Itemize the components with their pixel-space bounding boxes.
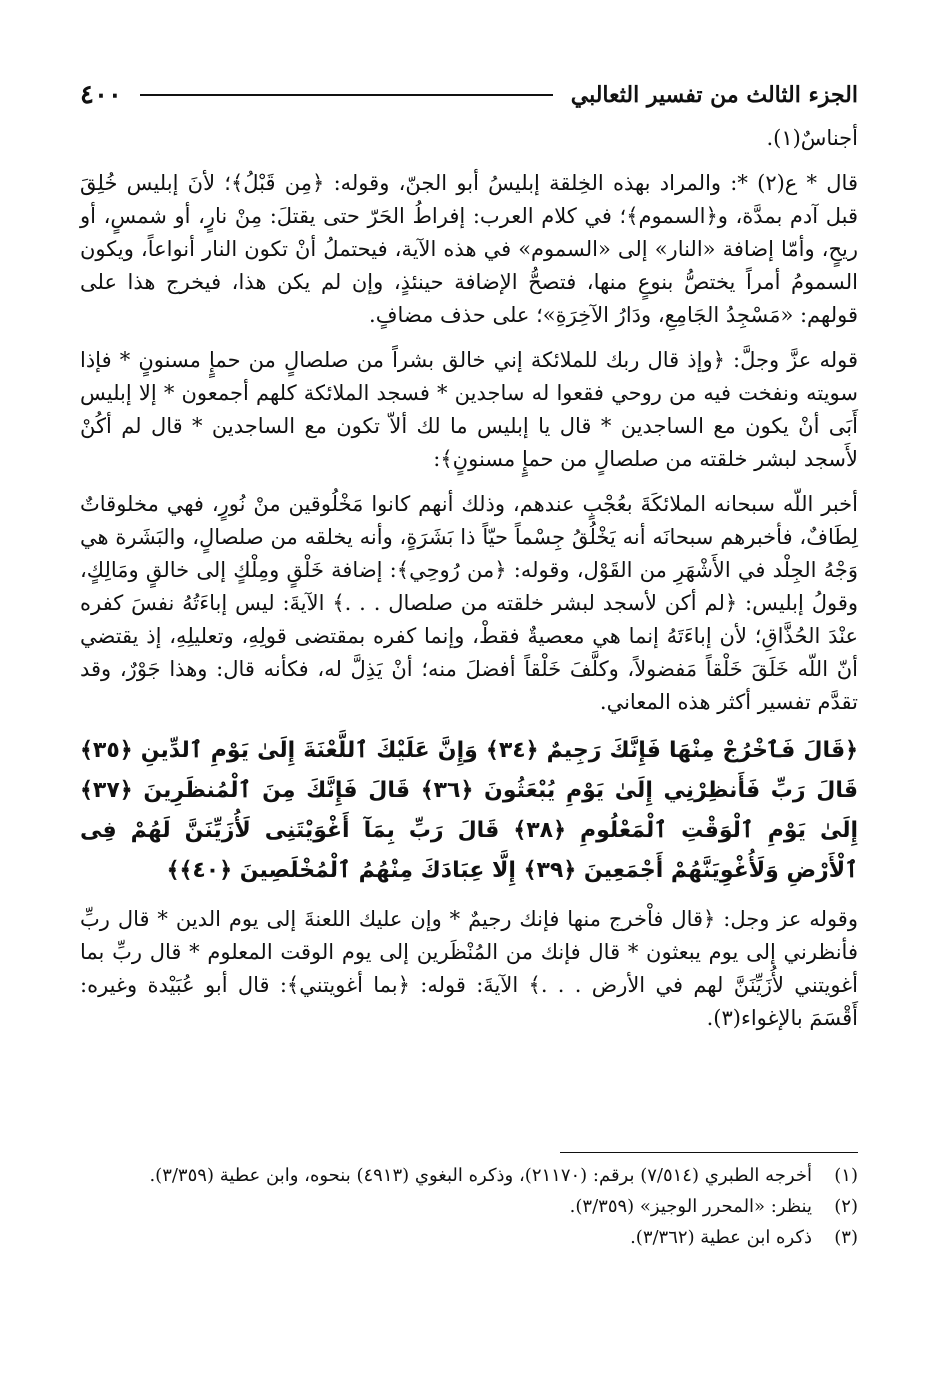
footnote: [80, 1222, 858, 1253]
footnote: [80, 1191, 858, 1222]
footnote-text: ذكره ابن عطية (٣/٣٦٢).: [630, 1227, 812, 1248]
paragraph: أخبر اللّه سبحانه الملائكَةَ بعُجْبٍ عندهم، وذلك أنهم كانوا مَخْلُوقين منْ نُورٍ، فهي مخلوقاتٌ لِطَافٌ، فأخبرهم سبحانَه أنه يَخْلُقُ جِسْماً حيّاً ذا بَشَرَةٍ، وأنه يخلقه من صلصالٍ، والبَشَرة هي وَجْهُ الجِلْد في الأَشْهَرِ من القَوْل، وقوله: ﴿من رُوحِي﴾: إضافة خَلْقٍ ومِلْكٍ إلى خالقٍ ومَالِكٍ، وقولُ إبليس: ﴿لم أكن لأسجد لبشر خلقته من صلصال . . .﴾ الآيةَ: ليس إباءَتُهُ نفسَ كفره عنْدَ الحُذَّاقِ؛ لأن إباءَتَهُ إنما هي معصيةٌ فقطْ، وإنما كفره بمقتضى قولِهِ، وتعليلِهِ، إذ يقتضي أنّ اللّه خَلَقَ خَلْقاً مَفضولاً، وكلَّفَ خَلْقاً أفضلَ منه؛ أنْ يَذِلَّ له، فكأنه قال: وهذا جَوْرٌ، وقد تقدَّم تفسير أكثر هذه المعاني.: [80, 492, 858, 714]
footnote: [80, 1160, 858, 1191]
footnote-number: (٣): [834, 1227, 858, 1248]
paragraph: قال * ع(٢) *: والمراد بهذه الخِلقة إبليسُ أبو الجنّ، وقوله: ﴿مِن قَبْلُ﴾؛ لأنَ إبليس خُلِقَ قبل آدم بمدَّة، و﴿السموم﴾؛ في كلام العرب: إفراطُ الحَرّ حتى يقتلَ: مِنْ نارٍ، أو شمسٍ، أو ريحٍ، وأمّا إضافة «النار» إلى «السموم» في هذه الآية، فيحتملُ أنْ تكون النار أنواعاً، ويكون السمومُ أمراً يختصُّ بنوعٍ منها، فتصحُّ الإضافة حينئذٍ، وإن لم يكن هذا، فيخرج هذا على قولهم: «مَسْجِدُ الجَامِعِ، ودَارُ الآخِرَةِ»؛ على حذف مضافٍ.: [80, 171, 858, 327]
main-text: [80, 122, 858, 1047]
header-rule: [140, 94, 553, 96]
page-number: ٤٠٠: [80, 80, 122, 110]
running-title: الجزء الثالث من تفسير الثعالبي: [570, 82, 858, 108]
footnote-text: أخرجه الطبري (٧/٥١٤) برقم: (٢١١٧٠)، وذكره البغوي (٤٩١٣) بنحوه، وابن عطية (٣/٣٥٩).: [149, 1165, 812, 1186]
quran-verses: ﴿قَالَ فَٱخْرُجْ مِنْهَا فَإِنَّكَ رَجِيمٌ ﴿٣٤﴾ وَإِنَّ عَلَيْكَ ٱللَّعْنَةَ إِلَىٰ يَوْمِ ٱلدِّينِ ﴿٣٥﴾ قَالَ رَبِّ فَأَنظِرْنِي إِلَىٰ يَوْمِ يُبْعَثُونَ ﴿٣٦﴾ قَالَ فَإِنَّكَ مِنَ ٱلْمُنظَرِينَ ﴿٣٧﴾ إِلَىٰ يَوْمِ ٱلْوَقْتِ ٱلْمَعْلُومِ ﴿٣٨﴾ قَالَ رَبِّ بِمَآ أَغْوَيْتَنِى لَأُزَيِّنَنَّ لَهُمْ فِى ٱلْأَرْضِ وَلَأُغْوِيَنَّهُمْ أَجْمَعِينَ ﴿٣٩﴾ إِلَّا عِبَادَكَ مِنْهُمُ ٱلْمُخْلَصِينَ ﴿٤٠﴾﴾: [80, 738, 859, 883]
footnote-number: (٢): [834, 1196, 858, 1217]
page-header: [80, 70, 858, 120]
footnote-number: (١): [834, 1165, 858, 1186]
paragraph: وقوله عز وجل: ﴿قال فاْخرج منها فإنك رجيمٌ * وإن عليك اللعنةَ إلى يوم الدين * قال ربِّ فأنظرني إلى يوم يبعثون * قال فإنك من المُنْظَرين إلى يوم الوقت المعلوم * قال ربِّ بما أغويتني لأُزَيِّنَنَّ لهم في الأرض . . .﴾ الآيةَ: قوله: ﴿بما أغويتني﴾: قال أبو عُبَيْدة وغيره: أَقْسَمَ بالإغواء(٣).: [80, 907, 858, 1030]
footnote-text: ينظر: «المحرر الوجيز» (٣/٣٥٩).: [569, 1196, 812, 1217]
paragraph: أجناسٌ(١).: [766, 126, 858, 150]
paragraph: قوله عزَّ وجلَّ: ﴿وإذ قال ربك للملائكة إني خالق بشراً من صلصالٍ من حمإٍ مسنونٍ * فإذا سويته ونفخت فيه من روحي فقعوا له ساجدين * فسجد الملائكة كلهم أجمعون * إلا إبليس أَبَى أنْ يكون مع الساجدين * قال يا إبليس ما لك ألاّ تكون مع الساجدين * قال لم أكُنْ لأَسجد لبشر خلقته من صلصالٍ من حمإٍ مسنونٍ﴾:: [80, 348, 858, 471]
footnote-rule: [560, 1152, 858, 1153]
footnotes: [80, 1160, 858, 1253]
